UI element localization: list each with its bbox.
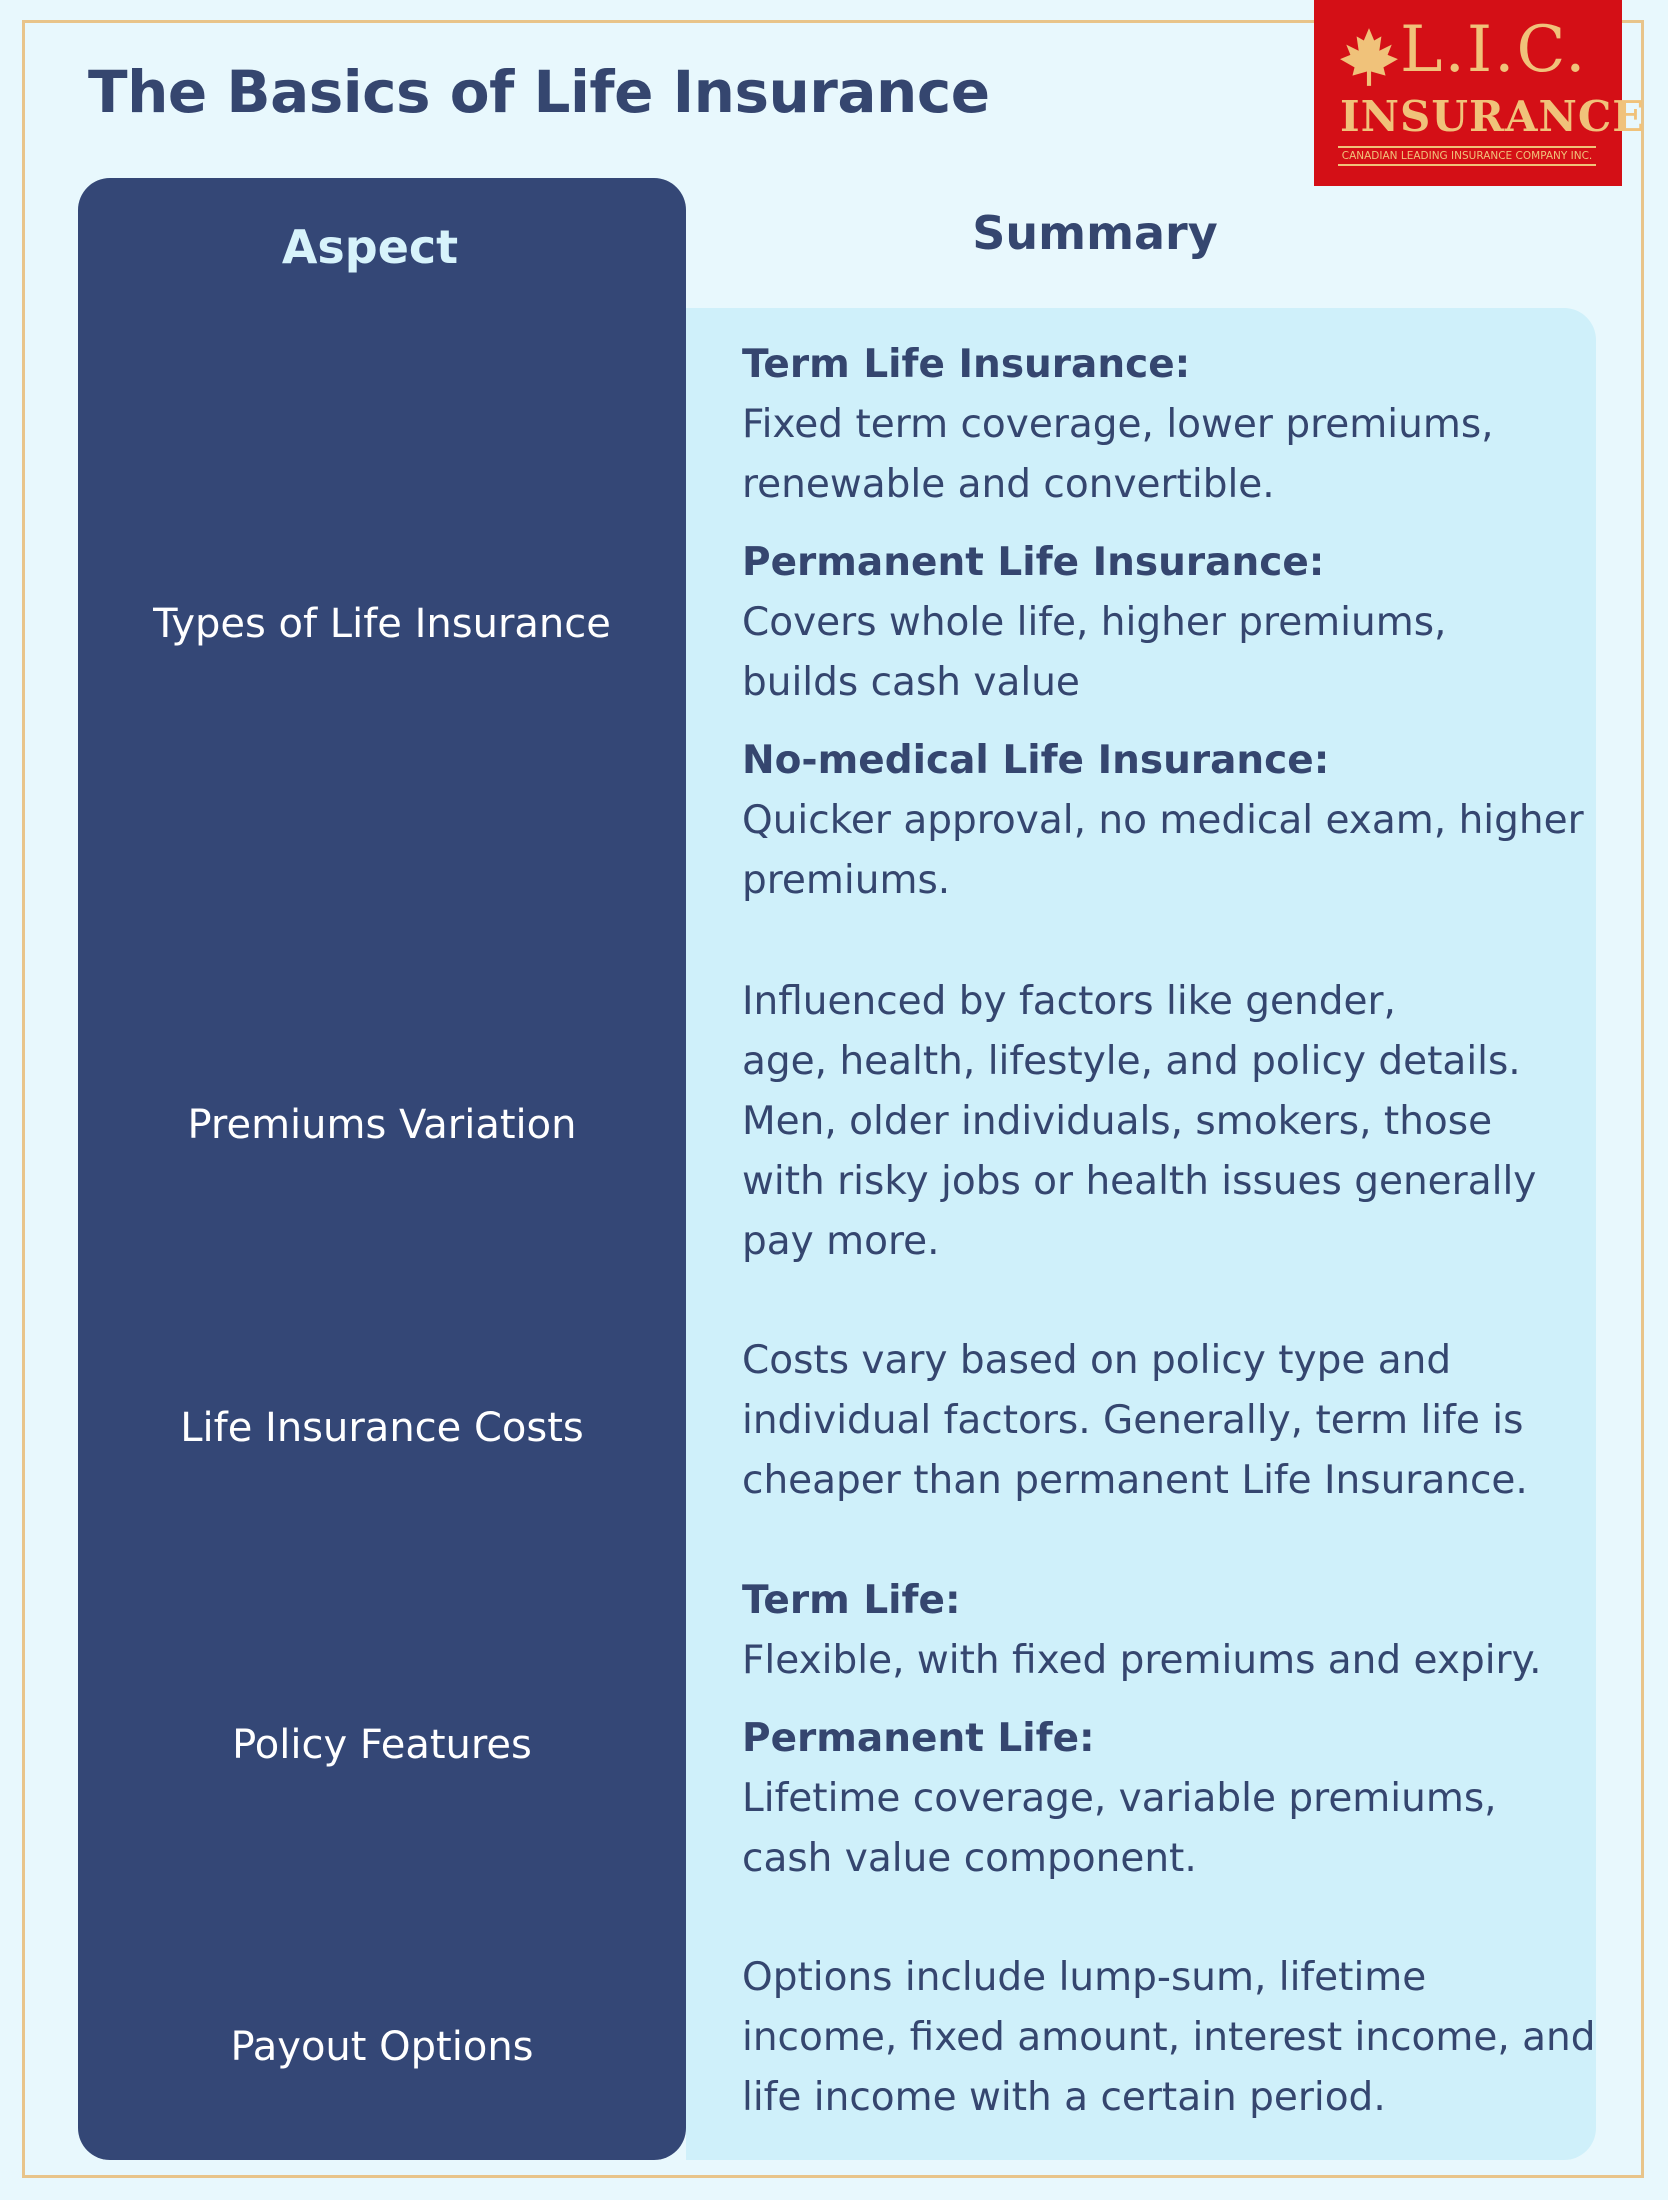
summary-block bbox=[742, 1948, 1596, 2128]
summary-block bbox=[742, 533, 1572, 713]
summary-block bbox=[742, 1709, 1572, 1889]
summary-line: Covers whole life, higher premiums, bbox=[742, 600, 1447, 645]
summary-line: Fixed term coverage, lower premiums, bbox=[742, 402, 1494, 447]
logo-brand: L.I.C. bbox=[1400, 13, 1588, 87]
company-logo bbox=[1314, 0, 1646, 186]
aspect-label: Policy Features bbox=[232, 1722, 532, 1768]
summary-block bbox=[742, 335, 1572, 515]
summary-line: Men, older individuals, smokers, those bbox=[742, 1099, 1493, 1144]
summary-line: cash value component. bbox=[742, 1836, 1197, 1881]
summary-header: Summary bbox=[972, 206, 1218, 260]
summary-line: income, fixed amount, interest income, and bbox=[742, 2015, 1596, 2060]
summary-line: Quicker approval, no medical exam, higher bbox=[742, 798, 1584, 843]
logo-tagline: CANADIAN LEADING INSURANCE COMPANY INC. bbox=[1338, 146, 1596, 166]
summary-line: life income with a certain period. bbox=[742, 2075, 1386, 2120]
summary-line: age, health, lifestyle, and policy details. bbox=[742, 1039, 1521, 1084]
summary-section-title: No-medical Life Insurance: bbox=[742, 738, 1330, 783]
aspect-column bbox=[78, 178, 686, 2160]
summary-line: Flexible, with fixed premiums and expiry. bbox=[742, 1638, 1542, 1683]
summary-line: pay more. bbox=[742, 1219, 940, 1264]
summary-section-title: Term Life: bbox=[742, 1578, 961, 1623]
logo-subtitle: INSURANCE bbox=[1340, 92, 1646, 141]
summary-line: Options include lump-sum, lifetime bbox=[742, 1955, 1427, 2000]
summary-block bbox=[742, 1571, 1572, 1691]
summary-block bbox=[742, 972, 1572, 1272]
summary-line: Lifetime coverage, variable premiums, bbox=[742, 1776, 1497, 1821]
summary-line: Influenced by factors like gender, bbox=[742, 979, 1396, 1024]
maple-leaf-icon bbox=[1338, 26, 1400, 88]
summary-block bbox=[742, 731, 1584, 911]
aspect-label: Types of Life Insurance bbox=[153, 601, 611, 647]
page-title: The Basics of Life Insurance bbox=[88, 58, 990, 126]
summary-line: cheaper than permanent Life Insurance. bbox=[742, 1458, 1528, 1503]
aspect-header: Aspect bbox=[281, 220, 459, 274]
summary-line: Costs vary based on policy type and bbox=[742, 1338, 1452, 1383]
summary-section-title: Term Life Insurance: bbox=[742, 342, 1191, 387]
summary-block bbox=[742, 1331, 1572, 1511]
summary-line: premiums. bbox=[742, 858, 951, 903]
summary-line: with risky jobs or health issues generally bbox=[742, 1159, 1537, 1204]
aspect-label: Premiums Variation bbox=[187, 1102, 577, 1148]
summary-section-title: Permanent Life: bbox=[742, 1716, 1095, 1761]
summary-line: builds cash value bbox=[742, 660, 1080, 705]
summary-section-title: Permanent Life Insurance: bbox=[742, 540, 1325, 585]
summary-line: individual factors. Generally, term life is bbox=[742, 1398, 1524, 1443]
aspect-label: Life Insurance Costs bbox=[180, 1405, 584, 1451]
aspect-label: Payout Options bbox=[230, 2024, 534, 2070]
summary-line: renewable and convertible. bbox=[742, 462, 1275, 507]
